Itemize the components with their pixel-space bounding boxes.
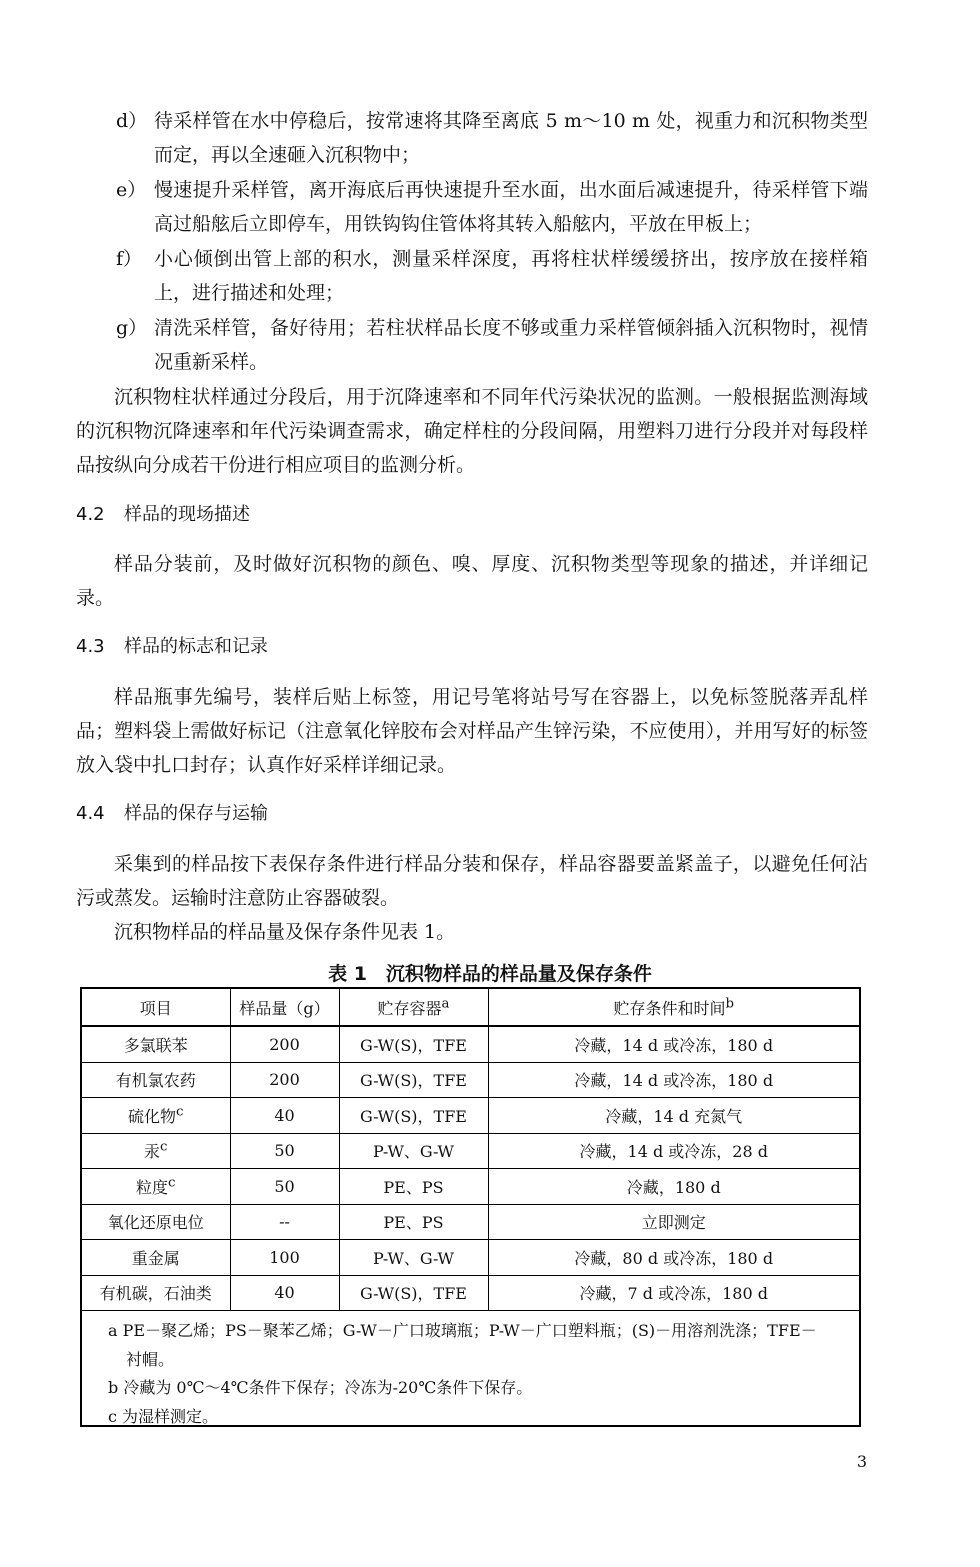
cell-amount: 40 (230, 1098, 339, 1134)
list-label: e） (116, 179, 147, 201)
section-title: 样品的保存与运输 (124, 803, 268, 824)
section-title: 样品的标志和记录 (124, 636, 268, 657)
list-item-d (116, 104, 868, 172)
note-c: c 为湿样测定。 (108, 1406, 219, 1426)
cell-condition: 冷藏，14 d 或冷冻，180 d (488, 1026, 859, 1062)
list-text: 慢速提升采样管，离开海底后再快速提升至水面，出水面后减速提升，待采样管下端高过船舷后立即停车，用铁钩钩住管体将其转入船舷内，平放在甲板上； (154, 179, 868, 235)
list-item-g (116, 311, 868, 379)
cell-amount: 50 (230, 1133, 339, 1169)
cell-item: 硫化物$^c$ (82, 1098, 230, 1134)
cell-amount: 50 (230, 1169, 339, 1205)
paragraph-core-sampling: 沉积物柱状样通过分段后，用于沉降速率和不同年代污染状况的监测。一般根据监测海域的沉积物沉降速率和年代污染调查需求，确定样柱的分段间隔，用塑料刀进行分段并对每段样品按纵向分成若干份进行相应项目的监测分析。 (76, 386, 868, 476)
cell-container: PE、PS (339, 1204, 488, 1240)
list-label: f） (116, 248, 143, 270)
cell-condition: 冷藏，14 d 充氮气 (488, 1098, 859, 1134)
cell-container: PE、PS (339, 1169, 488, 1205)
cell-condition: 立即测定 (488, 1204, 859, 1240)
section-heading-4-2 (76, 500, 250, 530)
header-item: 项目 (82, 989, 230, 1026)
list-item-e (116, 173, 868, 241)
cell-container: P-W、G-W (339, 1133, 488, 1169)
paragraph-table-reference: 沉积物样品的样品量及保存条件见表 1。 (114, 921, 456, 943)
cell-item: 汞$^c$ (82, 1133, 230, 1169)
paragraph-4-3: 样品瓶事先编号，装样后贴上标签，用记号笔将站号写在容器上，以免标签脱落弄乱样品；塑料袋上需做好标记（注意氧化锌胶布会对样品产生锌污染，不应使用），并用写好的标签放入袋中扎口封存；认真作好采样详细记录。 (76, 686, 868, 776)
section-number: 4.4 (76, 803, 105, 824)
paragraph-4-4: 采集到的样品按下表保存条件进行样品分装和保存，样品容器要盖紧盖子，以避免任何沾污或蒸发。运输时注意防止容器破裂。 (76, 853, 868, 909)
list-label: g） (116, 317, 148, 339)
section-heading-4-3 (76, 632, 268, 662)
cell-condition: 冷藏，7 d 或冷冻，180 d (488, 1275, 859, 1311)
cell-amount: 40 (230, 1275, 339, 1311)
section-heading-4-4 (76, 799, 268, 829)
cell-item: 氧化还原电位 (82, 1204, 230, 1240)
section-number: 4.2 (76, 504, 105, 525)
cell-item: 有机碳，石油类 (82, 1275, 230, 1311)
footnote-mark: a (441, 996, 450, 1012)
table-row (82, 1062, 859, 1098)
cell-condition: 冷藏，14 d 或冷冻，180 d (488, 1062, 859, 1098)
list-text: 小心倾倒出管上部的积水，测量采样深度，再将柱状样缓缓挤出，按序放在接样箱上，进行描述和处理； (154, 248, 868, 304)
cell-container: G-W(S)，TFE (339, 1062, 488, 1098)
table-row (82, 1275, 859, 1311)
cell-amount: -- (230, 1204, 339, 1240)
table-row (82, 1026, 859, 1062)
cell-item: 粒度$^c$ (82, 1169, 230, 1205)
note-b: b 冷藏为 0℃～4℃条件下保存；冷冻为-20℃条件下保存。 (108, 1378, 533, 1397)
header-condition: 贮存条件和时间$^b$ (488, 989, 859, 1026)
cell-container: G-W(S)，TFE (339, 1026, 488, 1062)
cell-condition: 冷藏，180 d (488, 1169, 859, 1205)
list-text: 清洗采样管，备好待用；若柱状样品长度不够或重力采样管倾斜插入沉积物时，视情况重新采样。 (154, 317, 868, 373)
section-title: 样品的现场描述 (124, 504, 250, 525)
list-text: 待采样管在水中停稳后，按常速将其降至离底 5 m～10 m 处，视重力和沉积物类型而定，再以全速砸入沉积物中； (154, 110, 868, 166)
cell-item: 重金属 (82, 1240, 230, 1276)
cell-container: P-W、G-W (339, 1240, 488, 1276)
header-container: 贮存容器$^a$ (339, 989, 488, 1026)
cell-condition: 冷藏，14 d 或冷冻，28 d (488, 1133, 859, 1169)
cell-condition: 冷藏，80 d 或冷冻，180 d (488, 1240, 859, 1276)
cell-amount: 200 (230, 1026, 339, 1062)
list-label: d） (116, 110, 148, 132)
note-a-continued: 衬帽。 (126, 1349, 175, 1369)
storage-table (80, 987, 861, 1427)
cell-container: G-W(S)，TFE (339, 1098, 488, 1134)
table-row (82, 1133, 859, 1169)
table-row (82, 1240, 859, 1276)
footnote-mark: b (725, 996, 735, 1012)
table-row (82, 1204, 859, 1240)
table-row (82, 1169, 859, 1205)
section-number: 4.3 (76, 636, 105, 657)
table-row (82, 1098, 859, 1134)
cell-amount: 200 (230, 1062, 339, 1098)
cell-item: 多氯联苯 (82, 1026, 230, 1062)
header-amount: 样品量（g） (230, 989, 339, 1026)
table-notes (82, 1311, 859, 1431)
cell-amount: 100 (230, 1240, 339, 1276)
note-a: a PE－聚乙烯；PS－聚苯乙烯；G-W－广口玻璃瓶；P-W－广口塑料瓶；(S)－用溶剂洗涤；TFE－ (108, 1321, 817, 1340)
list-item-f (116, 242, 868, 310)
page-number: 3 (856, 1452, 867, 1471)
table-caption: 表 1 沉积物样品的样品量及保存条件 (328, 963, 652, 985)
cell-container: G-W(S)，TFE (339, 1275, 488, 1311)
table-header-row (82, 989, 859, 1026)
paragraph-4-2: 样品分装前，及时做好沉积物的颜色、嗅、厚度、沉积物类型等现象的描述，并详细记录。 (76, 553, 868, 609)
cell-item: 有机氯农药 (82, 1062, 230, 1098)
